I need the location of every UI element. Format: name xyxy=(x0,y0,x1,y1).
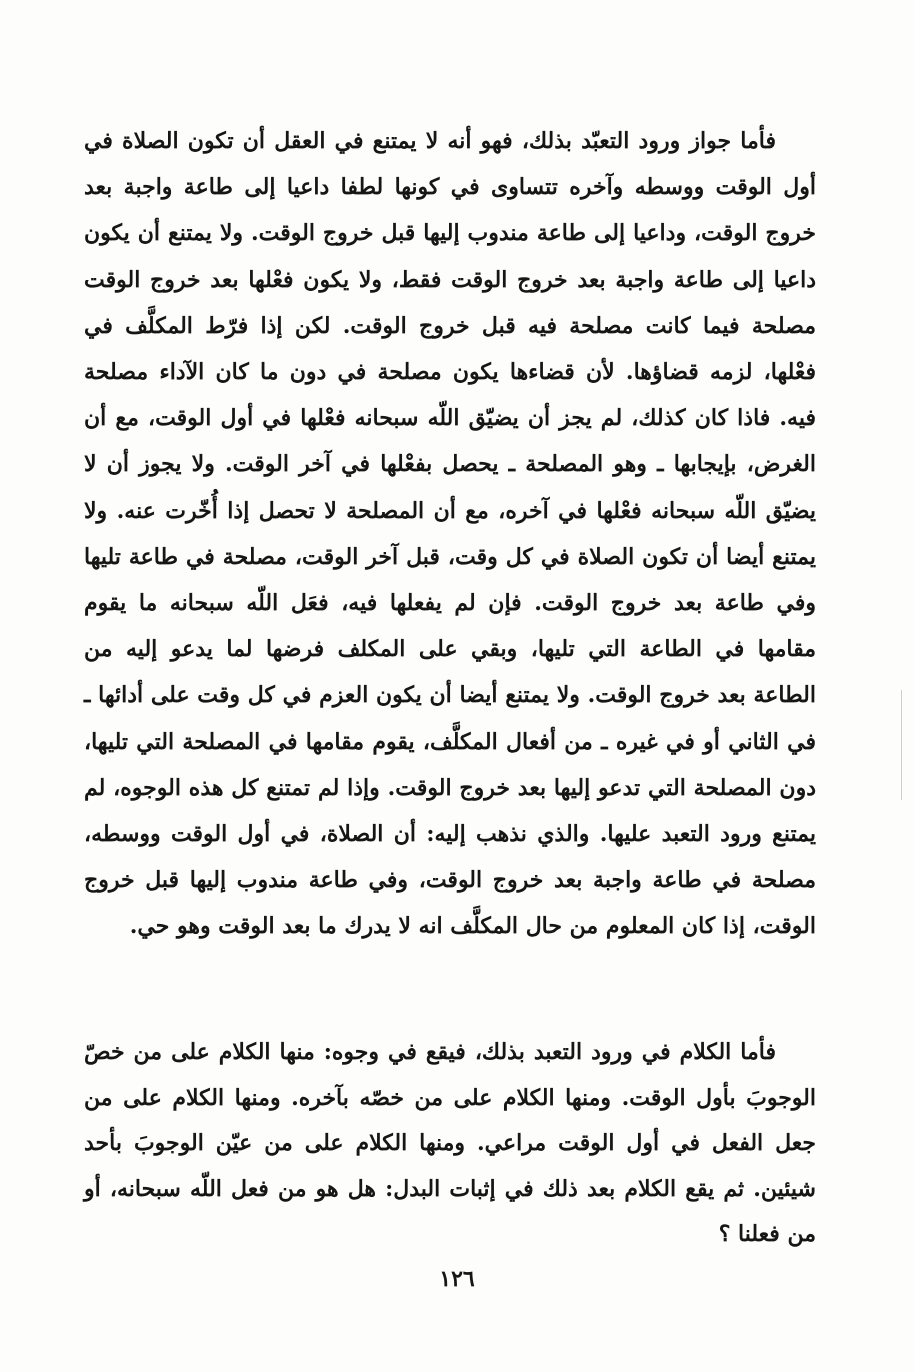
body-text-block-1 xyxy=(84,118,816,950)
paragraph: فأما الكلام في ورود التعبد بذلك، فيقع في وجوه: منها الكلام على من خصّ الوجوبَ بأول الوقت. ومنها الكلام على من خصّه بآخره. ومنها الكلام على من جعل الفعل في أول الوقت مراعي. ومنها الكلام على من عيّن الوجوبَ بأحد شيئين. ثم يقع الكلام بعد ذلك في إثبات البدل: هل هو من فعل اللّه سبحانه، أو من فعلنا ؟ xyxy=(84,1039,816,1247)
page-number: ١٢٦ xyxy=(439,1266,475,1292)
body-text-block-2 xyxy=(84,1030,816,1258)
paragraph: فأما جواز ورود التعبّد بذلك، فهو أنه لا يمتنع في العقل أن تكون الصلاة في أول الوقت ووسطه وآخره تتساوى في كونها لطفا داعيا إلى طاعة واجبة بعد خروج الوقت، وداعيا إلى طاعة مندوب إليها قبل خروج الوقت. ولا يمتنع أن يكون داعيا إلى طاعة واجبة بعد خروج الوقت فقط، ولا يكون فعْلها بعد خروج الوقت مصلحة فيما كانت مصلحة فيه قبل خروج الوقت. لكن إذا فرّط المكلَّف في فعْلها، لزمه قضاؤها. لأن قضاءها يكون مصلحة في دون ما كان الآداء مصلحة فيه. فاذا كان كذلك، لم يجز أن يضيّق اللّه سبحانه فعْلها في أول الوقت، مع أن الغرض، بإيجابها ـ وهو المصلحة ـ يحصل بفعْلها في آخر الوقت. ولا يجوز أن لا يضيّق اللّه سبحانه فعْلها في آخره، مع أن المصلحة لا تحصل إذا أُخّرت عنه. ولا يمتنع أيضا أن تكون الصلاة في كل وقت، قبل آخر الوقت، مصلحة في طاعة تليها وفي طاعة بعد خروج الوقت. فإن لم يفعلها فيه، فعَل اللّه سبحانه ما يقوم مقامها في الطاعة التي تليها، وبقي على المكلف فرضها لما يدعو إليه من الطاعة بعد خروج الوقت. ولا يمتنع أيضا أن يكون العزم في كل وقت على أدائها ـ في الثاني أو في غيره ـ من أفعال المكلَّف، يقوم مقامها في المصلحة التي تليها، دون المصلحة التي تدعو إليها بعد خروج الوقت. وإذا لم تمتنع كل هذه الوجوه، لم يمتنع ورود التعبد عليها. والذي نذهب إليه: أن الصلاة، في أول الوقت ووسطه، مصلحة في طاعة واجبة بعد خروج الوقت، وفي طاعة مندوب إليها قبل خروج الوقت، إذا كان المعلوم من حال المكلَّف انه لا يدرك ما بعد الوقت وهو حي. xyxy=(84,128,816,940)
scan-margin-line xyxy=(901,690,902,800)
